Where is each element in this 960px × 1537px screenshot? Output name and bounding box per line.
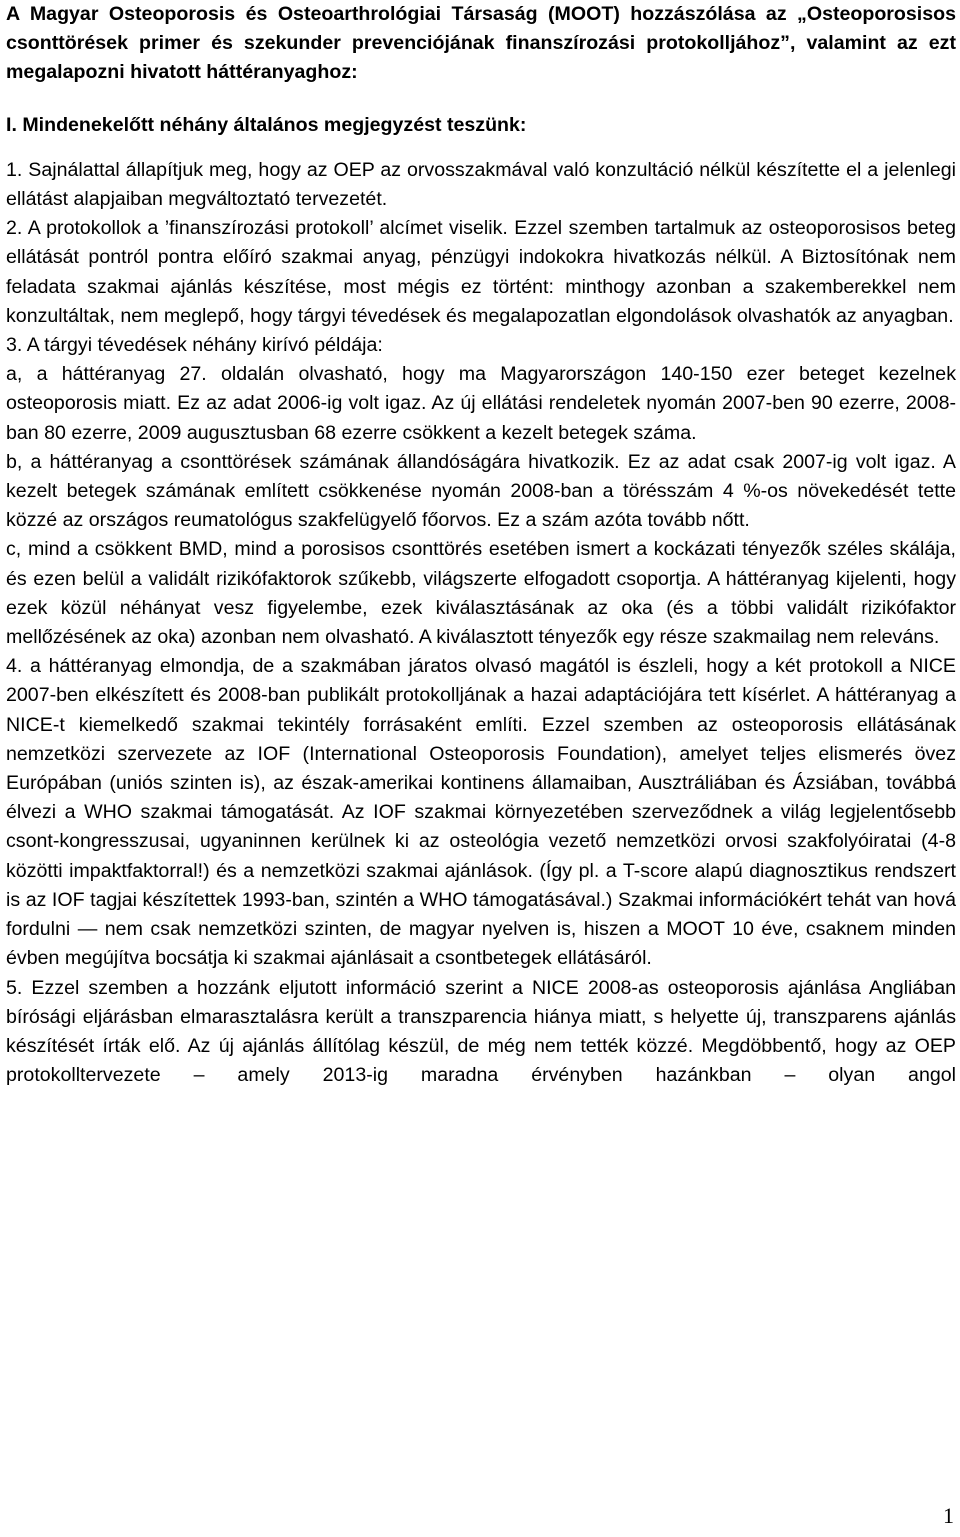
paragraph-3b: b, a háttéranyag a csonttörések számának állandóságára hivatkozik. Ez az adat csak 2007-ig volt igaz. A kezelt betegek számának említett csökkenése nyomán 2008-ban a törésszám 4 %-os növekedését tette közzé az országos reumatológus szakfelügyelő főorvos. Ez a szám azóta tovább nőtt. [6,450,956,532]
section-heading: I. Mindenekelőtt néhány általános megjegyzést teszünk: [6,113,527,136]
paragraph-3: 3. A tárgyi tévedések néhány kirívó példája: [6,334,383,357]
paragraph-3a: a, a háttéranyag 27. oldalán olvasható, hogy ma Magyarországon 140-150 ezer beteget kezelnek osteoporosis miatt. Ez az adat 2006-ig volt igaz. Az új ellátási rendeletek nyomán 2007-ben 90 ezerre, 2008-ban 80 ezerre, 2009 augusztusban 68 ezerre csökkent a kezelt betegek száma. [6,363,956,444]
paragraph-2: 2. A protokollok a ’finanszírozási protokoll’ alcímet viselik. Ezzel szemben tartalmuk az osteoporosisos beteg ellátását pontról pontra előíró szakmai anyag, pénzügyi indokokra hivatkozás nélkül. A Biztosítónak nem feladata szakmai ajánlás készítése, most mégis ez történt: minthogy azonban a szakemberekkel nem konzultáltak, nem meglepő, hogy tárgyi tévedések és megalapozatlan elgondolások olvashatók az anyagban. [6,217,956,327]
paragraph-3c: c, mind a csökkent BMD, mind a porosisos csonttörés esetében ismert a kockázati tényezők széles skálája, és ezen belül a validált rizikófaktorok szűkebb, világszerte elfogadott csoportja. A háttéranyag kijelenti, hogy ezek közül néhányat vesz figyelembe, ezek kiválasztásának az oka (és a többi validált rizikófaktor mellőzésének az oka) azonban nem olvasható. A kiválasztott tényezők egy része szakmailag nem releváns. [6,538,956,649]
paragraph-4: 4. a háttéranyag elmondja, de a szakmában járatos olvasó magától is észleli, hogy a két protokoll a NICE 2007-ben elkészített és 2008-ban publikált protokolljának a hazai adaptációjára tett kísérlet. A háttéranyag a NICE-t kiemelkedő szakmai tekintély forrásaként említi. Ezzel szemben az osteoporosis ellátásának nemzetközi szervezete az IOF (International Osteoporosis Foundation), amelyet teljes elismerés övez Európában (uniós szinten is), az észak-amerikai kontinens államaiban, Ausztráliában és Ázsiában, továbbá élvezi a WHO szakmai támogatását. Az IOF szakmai környezetében szerveződnek a világ legjelentősebb csont-kongresszusai, ugyaninnen kerülnek ki az osteológia vezető nemzetközi orvosi szakfolyóiratai (4-8 közötti impaktfaktorral!) és a nemzetközi szakmai ajánlások. (Így pl. a T-score alapú diagnosztikus rendszert is az IOF tagjai készítettek 1993-ban, szintén a WHO támogatásával.) Szakmai információkért tehát van hová fordulni — nem csak nemzetközi szinten, de magyar nyelven is, hiszen a MOOT 10 éve, csaknem minden évben megújítva bocsátja ki szakmai ajánlásait a csontbetegek ellátásáról. [6,655,956,970]
paragraph-1: 1. Sajnálattal állapítjuk meg, hogy az OEP az orvosszakmával való konzultáció nélkül készítette el a jelenlegi ellátást alapjaiban megváltoztató tervezetét. [6,158,956,211]
document-page [6,0,956,1090]
page-number: 1 [943,1503,954,1528]
paragraph-5: 5. Ezzel szemben a hozzánk eljutott információ szerint a NICE 2008-as osteoporosis ajánlása Angliában bírósági eljárásban elmarasztalásra került a transzparencia hiánya miatt, s helyette új, transzparens ajánlás készítését írták elő. Az új ajánlás állítólag készül, de még nem tették közzé. Megdöbbentő, hogy az OEP protokolltervezete – amely 2013-ig maradna érvényben hazánkban – olyan angol [6,976,956,1087]
spacer [6,140,956,156]
spacer [6,88,956,104]
document-title: A Magyar Osteoporosis és Osteoarthrológiai Társaság (MOOT) hozzászólása az „Osteoporosisos csonttörések primer és szekunder prevenciójának finanszírozási protokolljához”, valamint az ezt megalapozni hivatott háttéranyaghoz: [6,3,956,84]
